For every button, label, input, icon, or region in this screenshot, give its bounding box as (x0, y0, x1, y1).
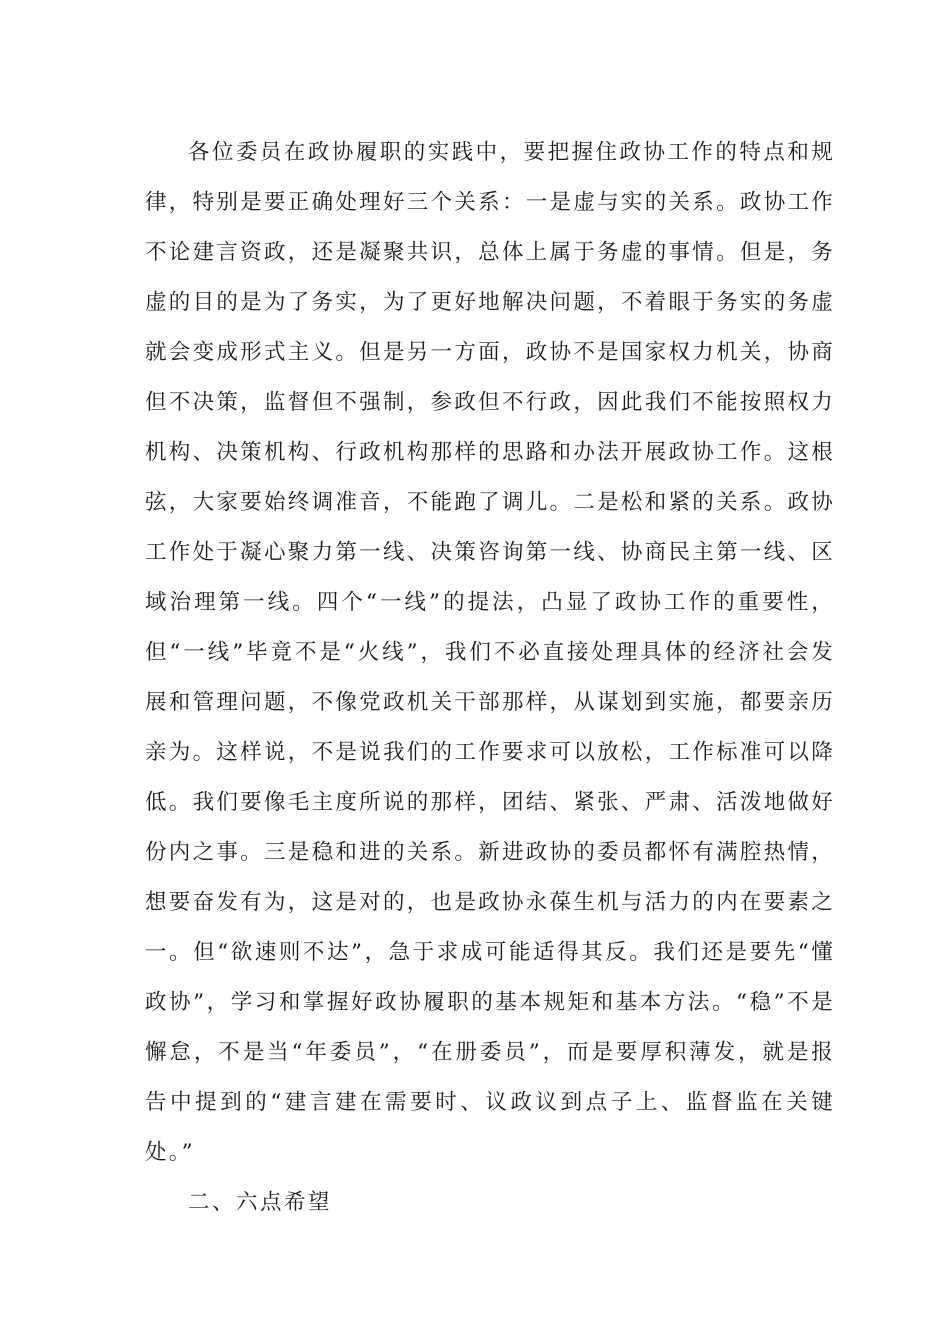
paragraph-three-relationships: 各位委员在政协履职的实践中，要把握住政协工作的特点和规律，特别是要正确处理好三个关系：一是虚与实的关系。政协工作不论建言资政，还是凝聚共识，总体上属于务虚的事情。但是，务虚的目的是为了务实，为了更好地解决问题，不着眼于务实的务虚就会变成形式主义。但是另一方面，政协不是国家权力机关，协商但不决策，监督但不强制，参政但不行政，因此我们不能按照权力机构、决策机构、行政机构那样的思路和办法开展政协工作。这根弦，大家要始终调准音，不能跑了调儿。二是松和紧的关系。政协工作处于凝心聚力第一线、决策咨询第一线、协商民主第一线、区域治理第一线。四个“一线”的提法，凸显了政协工作的重要性，但“一线”毕竟不是“火线”，我们不必直接处理具体的经济社会发展和管理问题，不像党政机关干部那样，从谋划到实施，都要亲历亲为。这样说，不是说我们的工作要求可以放松，工作标准可以降低。我们要像毛主度所说的那样，团结、紧张、严肃、活泼地做好份内之事。三是稳和进的关系。新进政协的委员都怀有满腔热情，想要奋发有为，这是对的，也是政协永葆生机与活力的内在要素之一。但“欲速则不达”，急于求成可能适得其反。我们还是要先“懂政协”，学习和掌握好政协履职的基本规矩和基本方法。“稳”不是懈怠，不是当“年委员”，“在册委员”，而是要厚积薄发，就是报告中提到的“建言建在需要时、议政议到点子上、监督监在关键处。” (145, 140, 835, 1165)
document-body (145, 128, 835, 1228)
section-heading-six-hopes: 二、六点希望 (188, 1190, 333, 1215)
